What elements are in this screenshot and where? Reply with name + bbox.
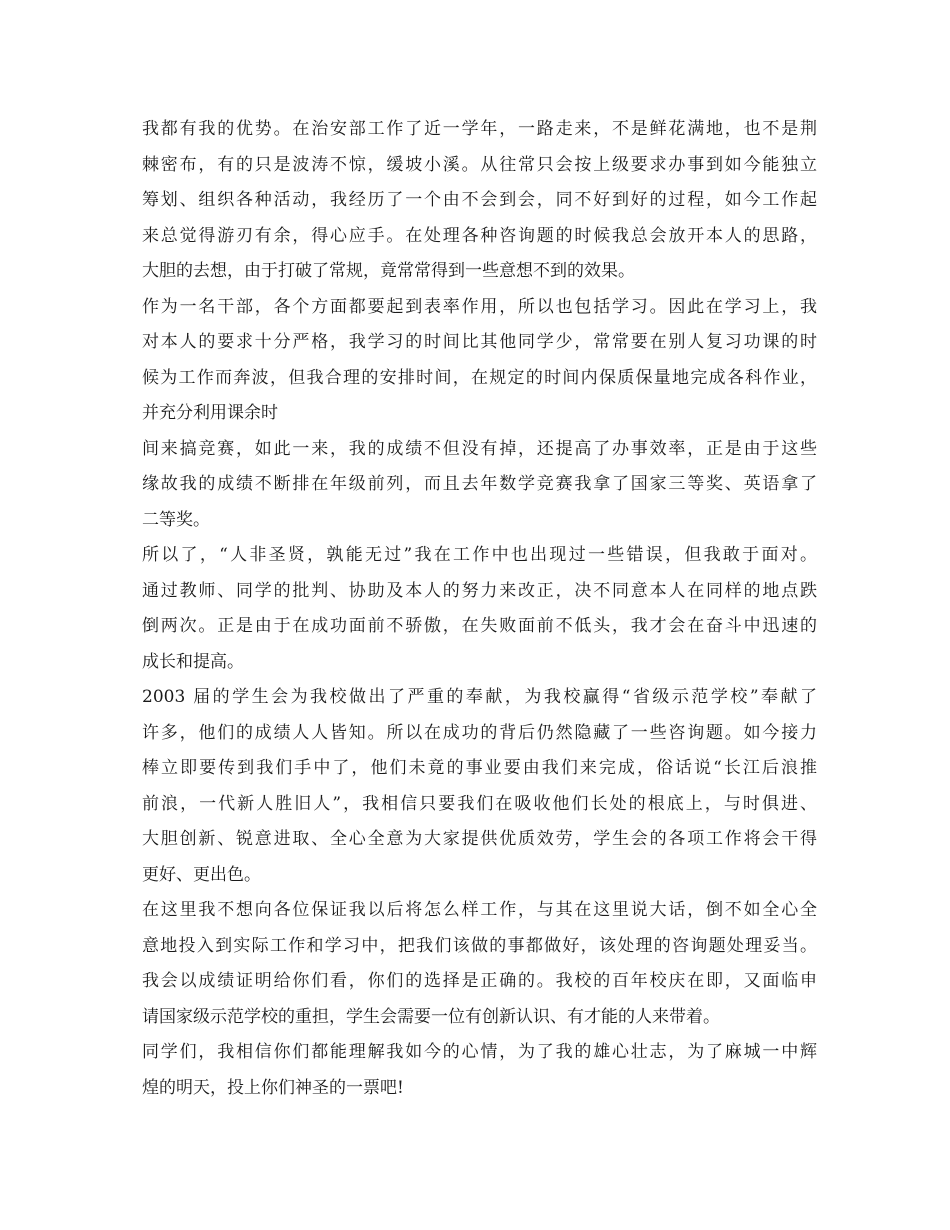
- text-line: 我都有我的优势。在治安部工作了近一学年，一路走来，不是鲜花满地，也不是荆: [142, 119, 817, 139]
- text-line: 请国家级示范学校的重担，学生会需要一位有创新认识、有才能的人来带着。: [142, 1006, 720, 1027]
- text-line: 间来搞竞赛，如此一来，我的成绩不但没有掉，还提高了办事效率，正是由于这些: [142, 438, 817, 459]
- document-body: [142, 112, 817, 1106]
- text-line: 通过教师、同学的批判、协助及本人的努力来改正，决不同意本人在同样的地点跌: [142, 580, 817, 601]
- text-line: 成长和提高。: [142, 651, 244, 672]
- text-line: 前浪，一代新人胜旧人”，我相信只要我们在吸收他们长处的根底上，与时俱进、: [142, 793, 817, 814]
- text-line: 棘密布，有的只是波涛不惊，缓坡小溪。从往常只会按上级要求办事到如今能独立: [142, 154, 817, 175]
- text-line: 二等奖。: [142, 509, 210, 530]
- text-line: 我会以成绩证明给你们看，你们的选择是正确的。我校的百年校庆在即，又面临申: [142, 971, 817, 991]
- text-line: 来总觉得游刃有余，得心应手。在处理各种咨询题的时候我总会放开本人的思路，: [142, 225, 817, 246]
- text-line: 缘故我的成绩不断排在年级前列，而且去年数学竞赛我拿了国家三等奖、英语拿了: [142, 474, 817, 494]
- text-line: 更好、更出色。: [142, 864, 261, 885]
- text-line: 在这里我不想向各位保证我以后将怎么样工作，与其在这里说大话，倒不如全心全: [142, 900, 817, 920]
- text-line: 对本人的要求十分严格，我学习的时间比其他同学少，常常要在别人复习功课的时: [142, 332, 817, 352]
- text-line: 所以了，“人非圣贤，孰能无过”我在工作中也出现过一些错误，但我敢于面对。: [142, 545, 817, 565]
- text-line: 筹划、组织各种活动，我经历了一个由不会到会，同不好到好的过程，如今工作起: [142, 190, 817, 210]
- paragraph-2: [142, 290, 817, 432]
- text-line: 2003 届的学生会为我校做出了严重的奉献，为我校赢得“省级示范学校”奉献了: [142, 687, 817, 707]
- paragraph-1: [142, 112, 817, 290]
- paragraph-7: [142, 1035, 817, 1106]
- paragraph-4: [142, 538, 817, 680]
- paragraph-6: [142, 893, 817, 1035]
- text-line: 大胆的去想，由于打破了常规，竟常常得到一些意想不到的效果。: [142, 261, 635, 281]
- paragraph-3: [142, 432, 817, 539]
- paragraph-5: [142, 680, 817, 893]
- text-line: 棒立即要传到我们手中了，他们未竟的事业要由我们来完成，俗话说“长江后浪推: [142, 758, 817, 778]
- text-line: 作为一名干部，各个方面都要起到表率作用，所以也包括学习。因此在学习上，我: [142, 296, 817, 317]
- text-line: 煌的明天，投上你们神圣的一票吧!: [142, 1077, 404, 1098]
- text-line: 意地投入到实际工作和学习中，把我们该做的事都做好，该处理的咨询题处理妥当。: [142, 935, 817, 956]
- text-line: 并充分利用课余时: [142, 403, 278, 423]
- text-line: 候为工作而奔波，但我合理的安排时间，在规定的时间内保质保量地完成各科作业，: [142, 367, 817, 388]
- text-line: 倒两次。正是由于在成功面前不骄傲，在失败面前不低头，我才会在奋斗中迅速的: [142, 616, 817, 636]
- text-line: 同学们，我相信你们都能理解我如今的心情，为了我的雄心壮志，为了麻城一中辉: [142, 1042, 817, 1062]
- text-line: 大胆创新、锐意进取、全心全意为大家提供优质效劳，学生会的各项工作将会干得: [142, 829, 817, 849]
- text-line: 许多，他们的成绩人人皆知。所以在成功的背后仍然隐藏了一些咨询题。如今接力: [142, 722, 817, 743]
